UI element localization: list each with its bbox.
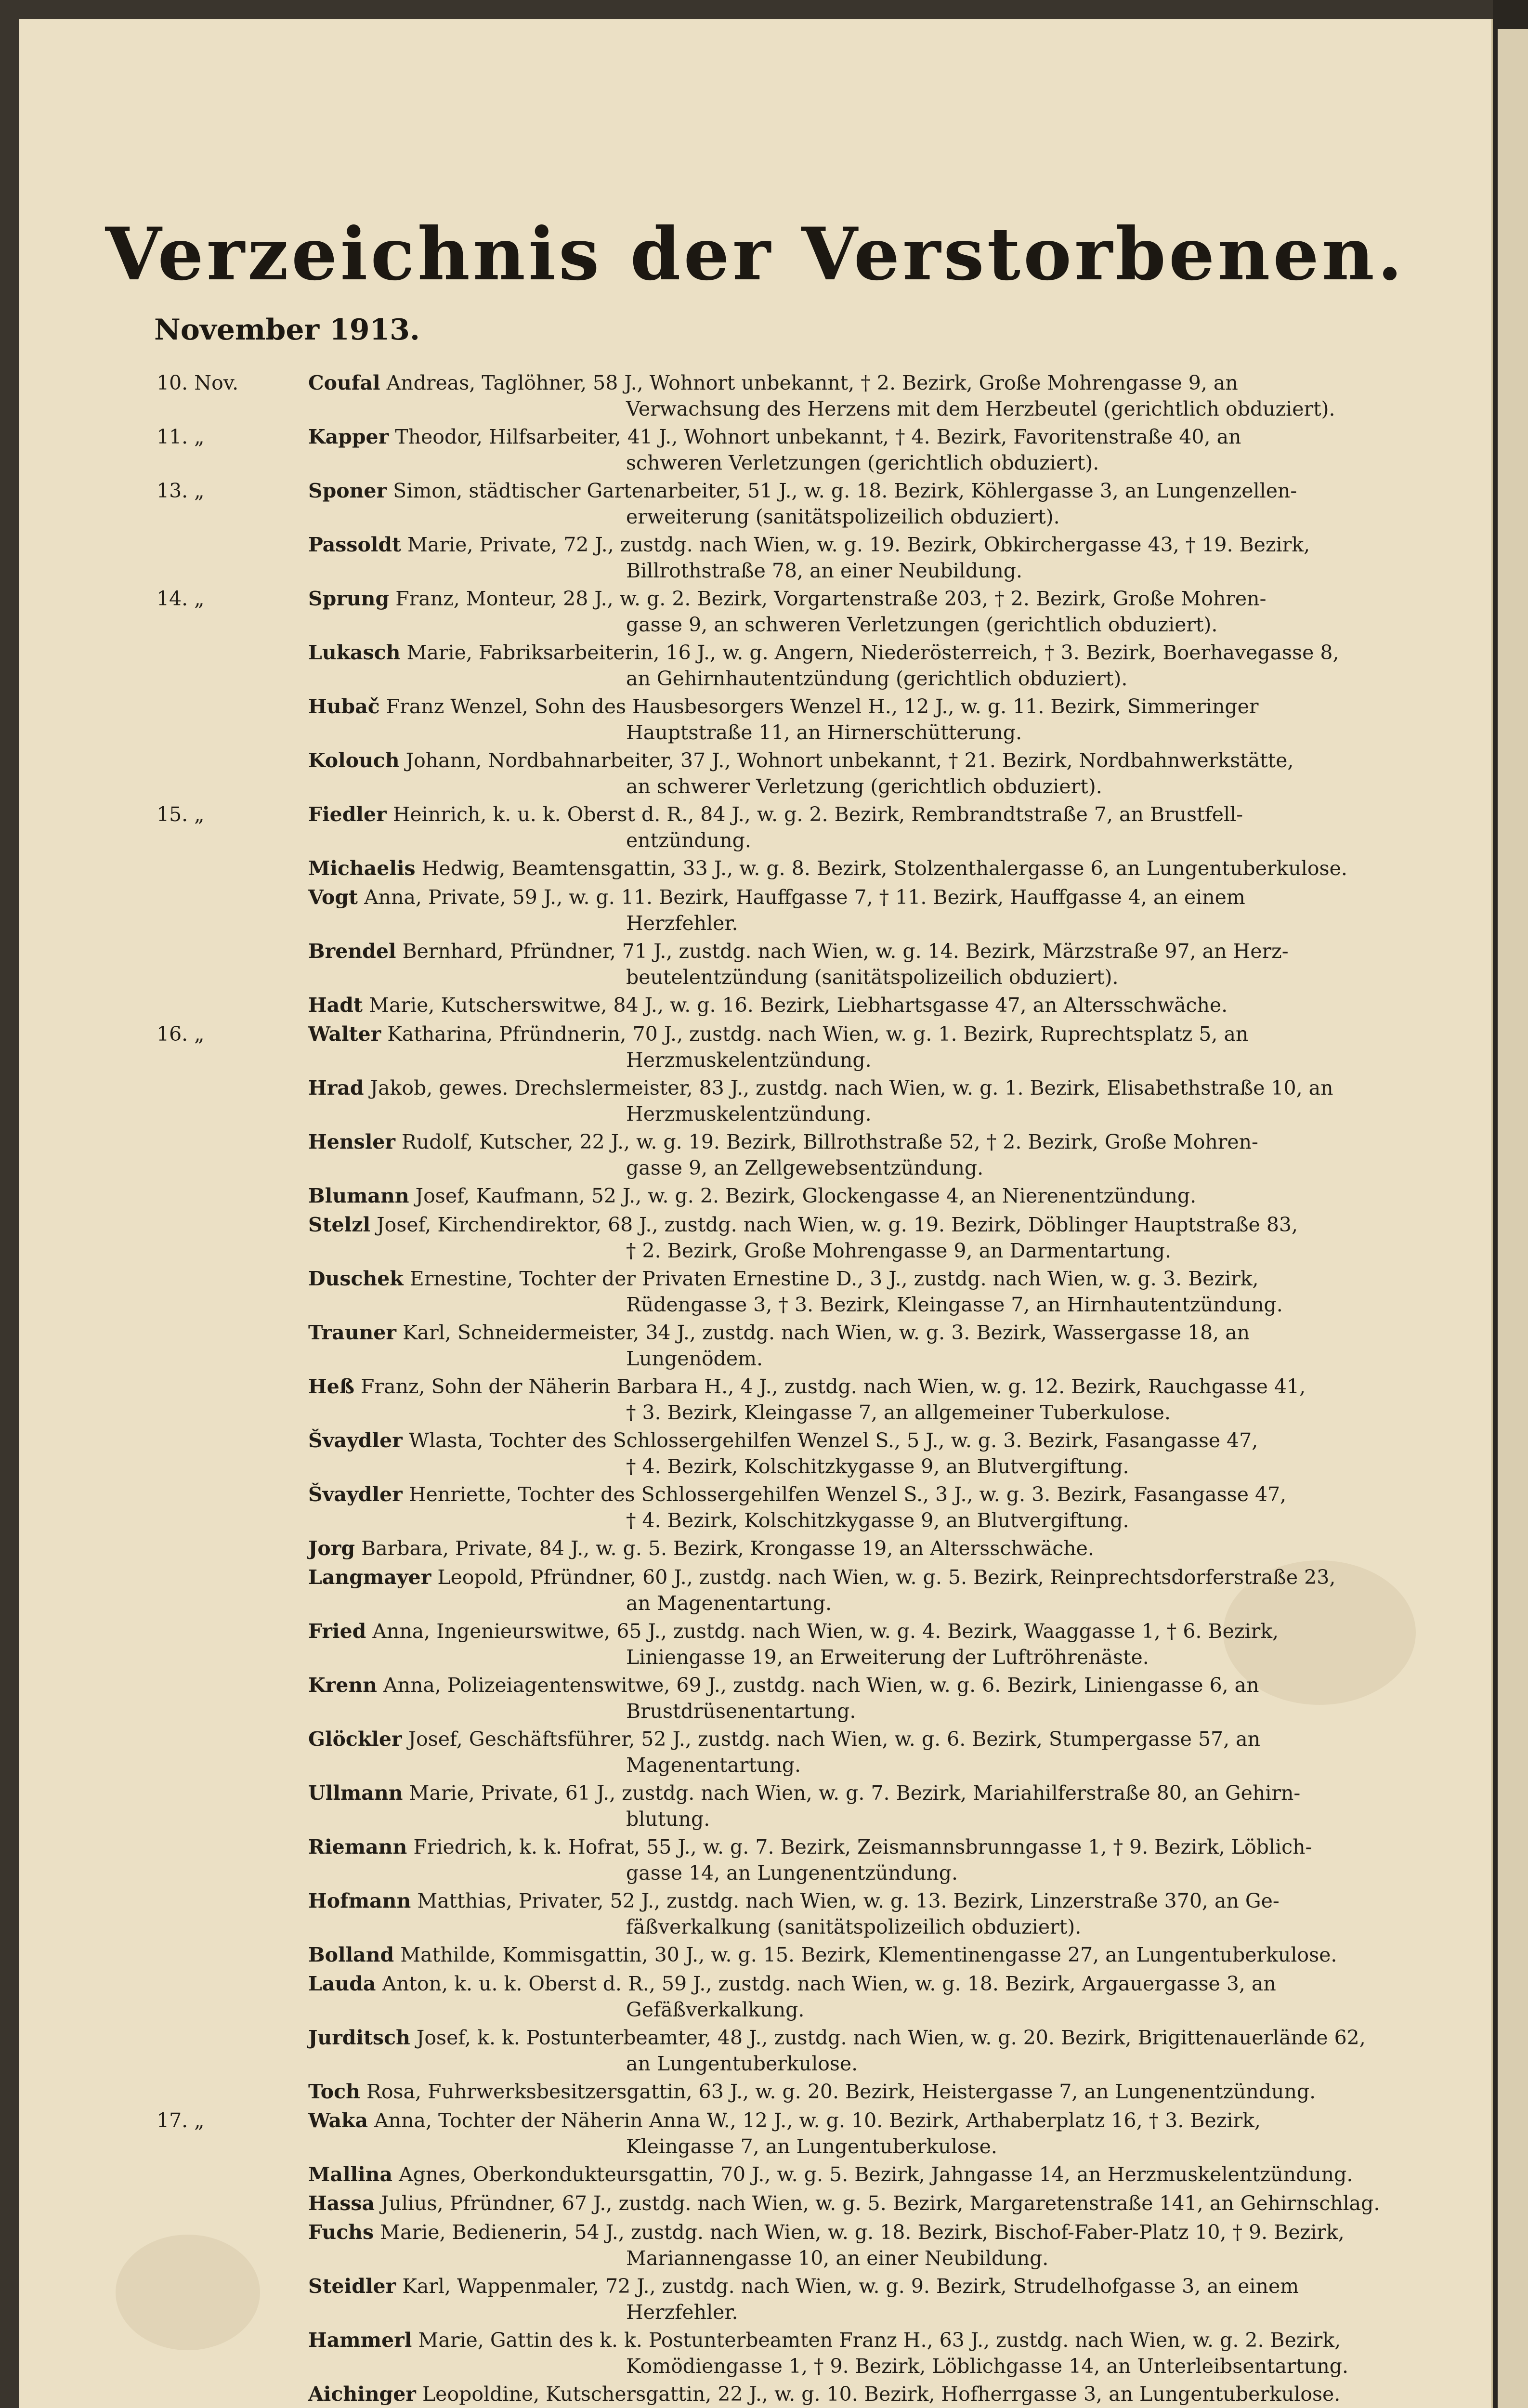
entry-details-continued: an Lungentuberkulose. [626, 2052, 858, 2075]
register-entry [19, 2158, 1493, 2186]
entry-text [308, 586, 1469, 638]
register-entry [19, 1776, 1493, 1830]
entry-date: 11. „ [157, 425, 205, 448]
entry-text [308, 2381, 1469, 2407]
entry-details-continued: gasse 14, an Lungenentzündung. [626, 1861, 958, 1885]
register-entry [19, 2215, 1493, 2269]
register-entry [19, 851, 1493, 880]
entry-text [308, 938, 1469, 990]
deceased-surname: Fuchs [308, 2221, 374, 2244]
entry-date: 10. Nov. [157, 371, 239, 394]
entry-details: Leopold, Pfründner, 60 J., zustdg. nach Wien, w. g. 5. Bezirk, Reinprechtsdorferstraße 23, [437, 1566, 1336, 1589]
entry-text [308, 2107, 1469, 2159]
entry-details: Josef, Kirchendirektor, 68 J., zustdg. nach Wien, w. g. 19. Bezirk, Döblinger Hauptstraße 83, [377, 1213, 1298, 1236]
register-entry [19, 582, 1493, 636]
entry-text [308, 478, 1469, 530]
register-entry [19, 528, 1493, 582]
entry-text [308, 1129, 1469, 1181]
deceased-surname: Ullmann [308, 1781, 403, 1805]
register-entry [19, 474, 1493, 528]
entry-text [308, 1374, 1469, 1426]
entry-text [308, 1075, 1469, 1127]
entry-details-continued: gasse 9, an Zellgewebsentzündung. [626, 1156, 984, 1179]
entry-text [308, 1427, 1469, 1479]
register-entry [19, 2406, 1493, 2408]
deceased-surname: Hubač [308, 695, 380, 718]
deceased-surname: Trauner [308, 1321, 396, 1344]
entry-text [308, 1834, 1469, 1886]
deceased-surname: Sprung [308, 587, 390, 610]
entry-details-continued: Verwachsung des Herzens mit dem Herzbeutel (gerichtlich obduziert). [626, 397, 1335, 420]
entry-details-continued: † 4. Bezirk, Kolschitzkygasse 9, an Blutvergiftung. [626, 1455, 1129, 1478]
entry-details-continued: Lungenödem. [626, 1347, 763, 1370]
deceased-surname: Švaydler [308, 1483, 403, 1506]
entry-details-continued: schweren Verletzungen (gerichtlich obduziert). [626, 451, 1099, 474]
entry-details: Anna, Ingenieurswitwe, 65 J., zustdg. nach Wien, w. g. 4. Bezirk, Waaggasse 1, † 6. Bezirk, [372, 1620, 1279, 1643]
entry-text [308, 1780, 1469, 1832]
entry-details-continued: fäßverkalkung (sanitätspolizeilich obduziert). [626, 1915, 1082, 1938]
entry-date: 14. „ [157, 587, 205, 610]
entry-details: Karl, Schneidermeister, 34 J., zustdg. nach Wien, w. g. 3. Bezirk, Wassergasse 18, an [403, 1321, 1250, 1344]
entry-text [308, 801, 1469, 853]
entry-details: Katharina, Pfründnerin, 70 J., zustdg. nach Wien, w. g. 1. Bezirk, Ruprechtsplatz 5, an [387, 1022, 1249, 1046]
entry-details-continued: Komödiengasse 1, † 9. Bezirk, Löblichgasse 14, an Unterleibsentartung. [626, 2355, 1349, 2378]
entry-details-continued: Magenentartung. [626, 1754, 801, 1777]
entry-details-continued: † 2. Bezirk, Große Mohrengasse 9, an Darmentartung. [626, 1239, 1172, 1262]
entry-text [308, 1564, 1469, 1616]
deceased-surname: Hammerl [308, 2329, 412, 2352]
register-entry [19, 1614, 1493, 1668]
entry-details: Johann, Nordbahnarbeiter, 37 J., Wohnort unbekannt, † 21. Bezirk, Nordbahnwerkstätte, [405, 749, 1294, 772]
register-entry [19, 1017, 1493, 1071]
register-entry [19, 690, 1493, 744]
entry-details: Marie, Private, 72 J., zustdg. nach Wien, w. g. 19. Bezirk, Obkirchergasse 43, † 19. Bezirk, [407, 533, 1310, 556]
entry-details: Anna, Private, 59 J., w. g. 11. Bezirk, Hauffgasse 7, † 11. Bezirk, Hauffgasse 4, an einem [364, 886, 1245, 909]
entry-details: Leopoldine, Kutschersgattin, 22 J., w. g. 10. Bezirk, Hofherrgasse 3, an Lungentuberkulose. [422, 2382, 1341, 2406]
deceased-surname: Lauda [308, 1972, 376, 1995]
entry-text [308, 1320, 1469, 1372]
entry-details: Friedrich, k. k. Hofrat, 55 J., w. g. 7. Bezirk, Zeismannsbrunngasse 1, † 9. Bezirk, Löblich- [413, 1835, 1312, 1858]
deceased-surname: Lukasch [308, 641, 401, 664]
deceased-surname: Sponer [308, 479, 387, 502]
entry-details-continued: Rüdengasse 3, † 3. Bezirk, Kleingasse 7, an Hirnhautentzündung. [626, 1293, 1283, 1316]
entry-text [308, 1888, 1469, 1940]
entry-details-continued: Billrothstraße 78, an einer Neubildung. [626, 559, 1023, 582]
entry-details-continued: Mariannengasse 10, an einer Neubildung. [626, 2247, 1049, 2270]
deceased-surname: Stelzl [308, 1213, 371, 1236]
entry-details: Jakob, gewes. Drechslermeister, 83 J., zustdg. nach Wien, w. g. 1. Bezirk, Elisabethstraße 10, an [370, 1076, 1333, 1099]
entry-text [308, 1021, 1469, 1073]
entry-details-continued: Herzmuskelentzündung. [626, 1048, 872, 1072]
entry-text [308, 2219, 1469, 2271]
entry-details-continued: erweiterung (sanitätspolizeilich obduziert). [626, 505, 1060, 528]
entry-details-continued: an Magenentartung. [626, 1592, 832, 1615]
entry-details: Franz, Monteur, 28 J., w. g. 2. Bezirk, Vorgartenstraße 203, † 2. Bezirk, Große Mohren- [395, 587, 1267, 610]
deceased-surname: Hassa [308, 2192, 375, 2215]
entry-details-continued: an schwerer Verletzung (gerichtlich obduziert). [626, 775, 1102, 798]
entry-text [308, 424, 1469, 476]
entry-text [308, 1212, 1469, 1264]
entry-details: Andreas, Taglöhner, 58 J., Wohnort unbekannt, † 2. Bezirk, Große Mohrengasse 9, an [386, 371, 1238, 394]
death-register-list [19, 366, 1493, 2408]
deceased-surname: Jurditsch [308, 2026, 410, 2049]
entry-details-continued: † 4. Bezirk, Kolschitzkygasse 9, an Blutvergiftung. [626, 1509, 1129, 1532]
deceased-surname: Hadt [308, 994, 363, 1017]
entry-details-continued: Herzmuskelentzündung. [626, 1102, 872, 1125]
register-entry [19, 2186, 1493, 2215]
entry-text [308, 2025, 1469, 2077]
entry-text [308, 855, 1469, 881]
entry-details-continued: Hauptstraße 11, an Hirnerschütterung. [626, 721, 1022, 744]
entry-date: 15. „ [157, 803, 205, 826]
entry-details: Julius, Pfründner, 67 J., zustdg. nach Wien, w. g. 5. Bezirk, Margaretenstraße 141, an Gehirnschlag. [381, 2192, 1380, 2215]
entry-text [308, 2273, 1469, 2325]
entry-text [308, 992, 1469, 1018]
entry-text [308, 1672, 1469, 1724]
entry-details: Matthias, Privater, 52 J., zustdg. nach Wien, w. g. 13. Bezirk, Linzerstraße 370, an Ge- [417, 1889, 1280, 1912]
entry-text [308, 884, 1469, 936]
entry-text [308, 1618, 1469, 1670]
entry-details: Bernhard, Pfründner, 71 J., zustdg. nach Wien, w. g. 14. Bezirk, Märzstraße 97, an Herz- [402, 940, 1289, 963]
deceased-surname: Langmayer [308, 1566, 431, 1589]
deceased-surname: Fried [308, 1620, 366, 1643]
entry-details: Theodor, Hilfsarbeiter, 41 J., Wohnort unbekannt, † 4. Bezirk, Favoritenstraße 40, an [395, 425, 1241, 448]
register-entry [19, 988, 1493, 1017]
register-entry [19, 1208, 1493, 1262]
register-entry [19, 1370, 1493, 1424]
entry-text [308, 1183, 1469, 1209]
deceased-surname: Passoldt [308, 533, 401, 556]
deceased-surname: Michaelis [308, 857, 416, 880]
entry-details: Josef, k. k. Postunterbeamter, 48 J., zustdg. nach Wien, w. g. 20. Bezirk, Brigittenauerlände 62, [416, 2026, 1366, 2049]
register-entry [19, 2075, 1493, 2104]
entry-details-continued: entzündung. [626, 829, 751, 852]
page-title: Verzeichnis der Verstorbenen. [105, 212, 1406, 297]
register-entry [19, 1071, 1493, 1125]
deceased-surname: Blumann [308, 1184, 409, 1207]
entry-details-continued: blutung. [626, 1807, 710, 1831]
entry-details: Anna, Polizeiagentenswitwe, 69 J., zustdg. nach Wien, w. g. 6. Bezirk, Liniengasse 6, an [383, 1674, 1259, 1697]
deceased-surname: Coufal [308, 371, 380, 394]
entry-text [308, 640, 1469, 692]
entry-details: Franz Wenzel, Sohn des Hausbesorgers Wenzel H., 12 J., w. g. 11. Bezirk, Simmeringer [386, 695, 1259, 718]
entry-date: 17. „ [157, 2109, 205, 2132]
deceased-surname: Brendel [308, 940, 396, 963]
register-entry [19, 798, 1493, 851]
deceased-surname: Walter [308, 1022, 381, 1046]
deceased-surname: Steidler [308, 2275, 396, 2298]
entry-text [308, 1942, 1469, 1968]
register-entry [19, 880, 1493, 934]
register-entry [19, 1884, 1493, 1938]
deceased-surname: Mallina [308, 2163, 393, 2186]
register-entry [19, 1125, 1493, 1179]
register-entry [19, 1531, 1493, 1560]
month-heading: November 1913. [154, 313, 420, 347]
entry-details: Marie, Kutscherswitwe, 84 J., w. g. 16. Bezirk, Liebhartsgasse 47, an Altersschwäche. [368, 994, 1228, 1017]
register-entry [19, 1478, 1493, 1531]
register-entry [19, 2323, 1493, 2377]
deceased-surname: Vogt [308, 886, 358, 909]
register-entry [19, 420, 1493, 474]
deceased-surname: Aichinger [308, 2382, 416, 2406]
register-entry [19, 1179, 1493, 1208]
entry-details: Marie, Gattin des k. k. Postunterbeamten Franz H., 63 J., zustdg. nach Wien, w. g. 2. Bezirk, [418, 2329, 1341, 2352]
entry-details: Karl, Wappenmaler, 72 J., zustdg. nach Wien, w. g. 9. Bezirk, Strudelhofgasse 3, an einem [402, 2275, 1299, 2298]
entry-text [308, 2190, 1469, 2216]
deceased-surname: Toch [308, 2080, 360, 2103]
entry-details: Marie, Bedienerin, 54 J., zustdg. nach Wien, w. g. 18. Bezirk, Bischof-Faber-Platz 10, † 9. Bezirk, [380, 2221, 1345, 2244]
entry-details: Ernestine, Tochter der Privaten Ernestine D., 3 J., zustdg. nach Wien, w. g. 3. Bezirk, [409, 1267, 1259, 1290]
deceased-surname: Bolland [308, 1943, 394, 1966]
entry-text [308, 747, 1469, 799]
entry-details: Josef, Kaufmann, 52 J., w. g. 2. Bezirk, Glockengasse 4, an Nierenentzündung. [415, 1184, 1197, 1207]
register-entry [19, 1424, 1493, 1478]
deceased-surname: Hrad [308, 1076, 364, 1099]
entry-text [308, 1726, 1469, 1778]
register-entry [19, 744, 1493, 798]
register-entry [19, 2021, 1493, 2075]
register-entry [19, 1668, 1493, 1722]
deceased-surname: Kapper [308, 425, 389, 448]
entry-text [308, 1971, 1469, 2023]
register-entry [19, 1262, 1493, 1316]
entry-details-continued: Liniengasse 19, an Erweiterung der Luftröhrenäste. [626, 1646, 1149, 1669]
entry-details-continued: an Gehirnhautentzündung (gerichtlich obduziert). [626, 667, 1128, 690]
entry-details: Mathilde, Kommisgattin, 30 J., w. g. 15. Bezirk, Klementinengasse 27, an Lungentuberkulose. [400, 1943, 1337, 1966]
entry-details-continued: Herzfehler. [626, 912, 738, 935]
deceased-surname: Jorg [308, 1537, 355, 1560]
deceased-surname: Švaydler [308, 1429, 403, 1452]
deceased-surname: Duschek [308, 1267, 404, 1290]
register-entry [19, 2104, 1493, 2158]
entry-details: Agnes, Oberkondukteursgattin, 70 J., w. g. 5. Bezirk, Jahngasse 14, an Herzmuskelentzündung. [399, 2163, 1353, 2186]
register-entry [19, 2377, 1493, 2406]
entry-details: Simon, städtischer Gartenarbeiter, 51 J., w. g. 18. Bezirk, Köhlergasse 3, an Lungenzellen- [393, 479, 1297, 502]
entry-details: Wlasta, Tochter des Schlossergehilfen Wenzel S., 5 J., w. g. 3. Bezirk, Fasangasse 47, [408, 1429, 1258, 1452]
entry-details-continued: Gefäßverkalkung. [626, 1998, 805, 2021]
register-entry [19, 1560, 1493, 1614]
register-entry [19, 1316, 1493, 1370]
entry-details-continued: Brustdrüsenentartung. [626, 1700, 856, 1723]
deceased-surname: Heß [308, 1375, 354, 1398]
adjacent-page-strip [1498, 29, 1528, 2408]
register-entry [19, 1722, 1493, 1776]
deceased-surname: Waka [308, 2109, 368, 2132]
register-entry [19, 934, 1493, 988]
entry-details: Hedwig, Beamtensgattin, 33 J., w. g. 8. Bezirk, Stolzenthalergasse 6, an Lungentuberkulose. [421, 857, 1347, 880]
entry-details: Rosa, Fuhrwerksbesitzersgattin, 63 J., w. g. 20. Bezirk, Heistergasse 7, an Lungenentzündung. [366, 2080, 1316, 2103]
entry-details: Rudolf, Kutscher, 22 J., w. g. 19. Bezirk, Billrothstraße 52, † 2. Bezirk, Große Mohren- [402, 1130, 1258, 1153]
entry-text [308, 694, 1469, 746]
entry-text [308, 2327, 1469, 2379]
register-entry [19, 636, 1493, 690]
entry-text [308, 532, 1469, 584]
entry-details: Franz, Sohn der Näherin Barbara H., 4 J., zustdg. nach Wien, w. g. 12. Bezirk, Rauchgasse 41, [361, 1375, 1306, 1398]
entry-text [308, 2079, 1469, 2105]
entry-details: Henriette, Tochter des Schlossergehilfen Wenzel S., 3 J., w. g. 3. Bezirk, Fasangasse 47, [408, 1483, 1287, 1506]
register-entry [19, 366, 1493, 420]
entry-date: 13. „ [157, 479, 205, 502]
entry-text [308, 1266, 1469, 1318]
entry-details: Marie, Fabriksarbeiterin, 16 J., w. g. Angern, Niederösterreich, † 3. Bezirk, Boerhavegasse 8, [406, 641, 1339, 664]
deceased-surname: Fiedler [308, 803, 387, 826]
entry-text [308, 1481, 1469, 1533]
deceased-surname: Hofmann [308, 1889, 411, 1912]
register-entry [19, 1830, 1493, 1884]
deceased-surname: Kolouch [308, 749, 400, 772]
entry-details-continued: beutelentzündung (sanitätspolizeilich obduziert). [626, 966, 1119, 989]
document-page [19, 19, 1493, 2408]
entry-details: Barbara, Private, 84 J., w. g. 5. Bezirk, Krongasse 19, an Altersschwäche. [361, 1537, 1094, 1560]
register-entry [19, 1967, 1493, 2021]
entry-details-continued: Herzfehler. [626, 2301, 738, 2324]
deceased-surname: Hensler [308, 1130, 395, 1153]
register-entry [19, 2269, 1493, 2323]
entry-details: Josef, Geschäftsführer, 52 J., zustdg. nach Wien, w. g. 6. Bezirk, Stumpergasse 57, an [408, 1727, 1261, 1751]
deceased-surname: Riemann [308, 1835, 407, 1858]
entry-details: Anna, Tochter der Näherin Anna W., 12 J., w. g. 10. Bezirk, Arthaberplatz 16, † 3. Bezirk, [374, 2109, 1261, 2132]
register-entry [19, 1938, 1493, 1967]
entry-details: Anton, k. u. k. Oberst d. R., 59 J., zustdg. nach Wien, w. g. 18. Bezirk, Argauergasse 3, an [382, 1972, 1276, 1995]
entry-text [308, 1535, 1469, 1561]
entry-details-continued: † 3. Bezirk, Kleingasse 7, an allgemeiner Tuberkulose. [626, 1401, 1171, 1424]
entry-details: Heinrich, k. u. k. Oberst d. R., 84 J., w. g. 2. Bezirk, Rembrandtstraße 7, an Brustfell- [392, 803, 1243, 826]
entry-text [308, 370, 1469, 422]
entry-details-continued: gasse 9, an schweren Verletzungen (gerichtlich obduziert). [626, 613, 1218, 636]
deceased-surname: Glöckler [308, 1727, 402, 1751]
entry-date: 16. „ [157, 1022, 205, 1046]
deceased-surname: Krenn [308, 1674, 377, 1697]
entry-details: Marie, Private, 61 J., zustdg. nach Wien, w. g. 7. Bezirk, Mariahilferstraße 80, an Gehirn- [409, 1781, 1301, 1805]
entry-text [308, 2161, 1469, 2187]
entry-details-continued: Kleingasse 7, an Lungentuberkulose. [626, 2135, 997, 2158]
